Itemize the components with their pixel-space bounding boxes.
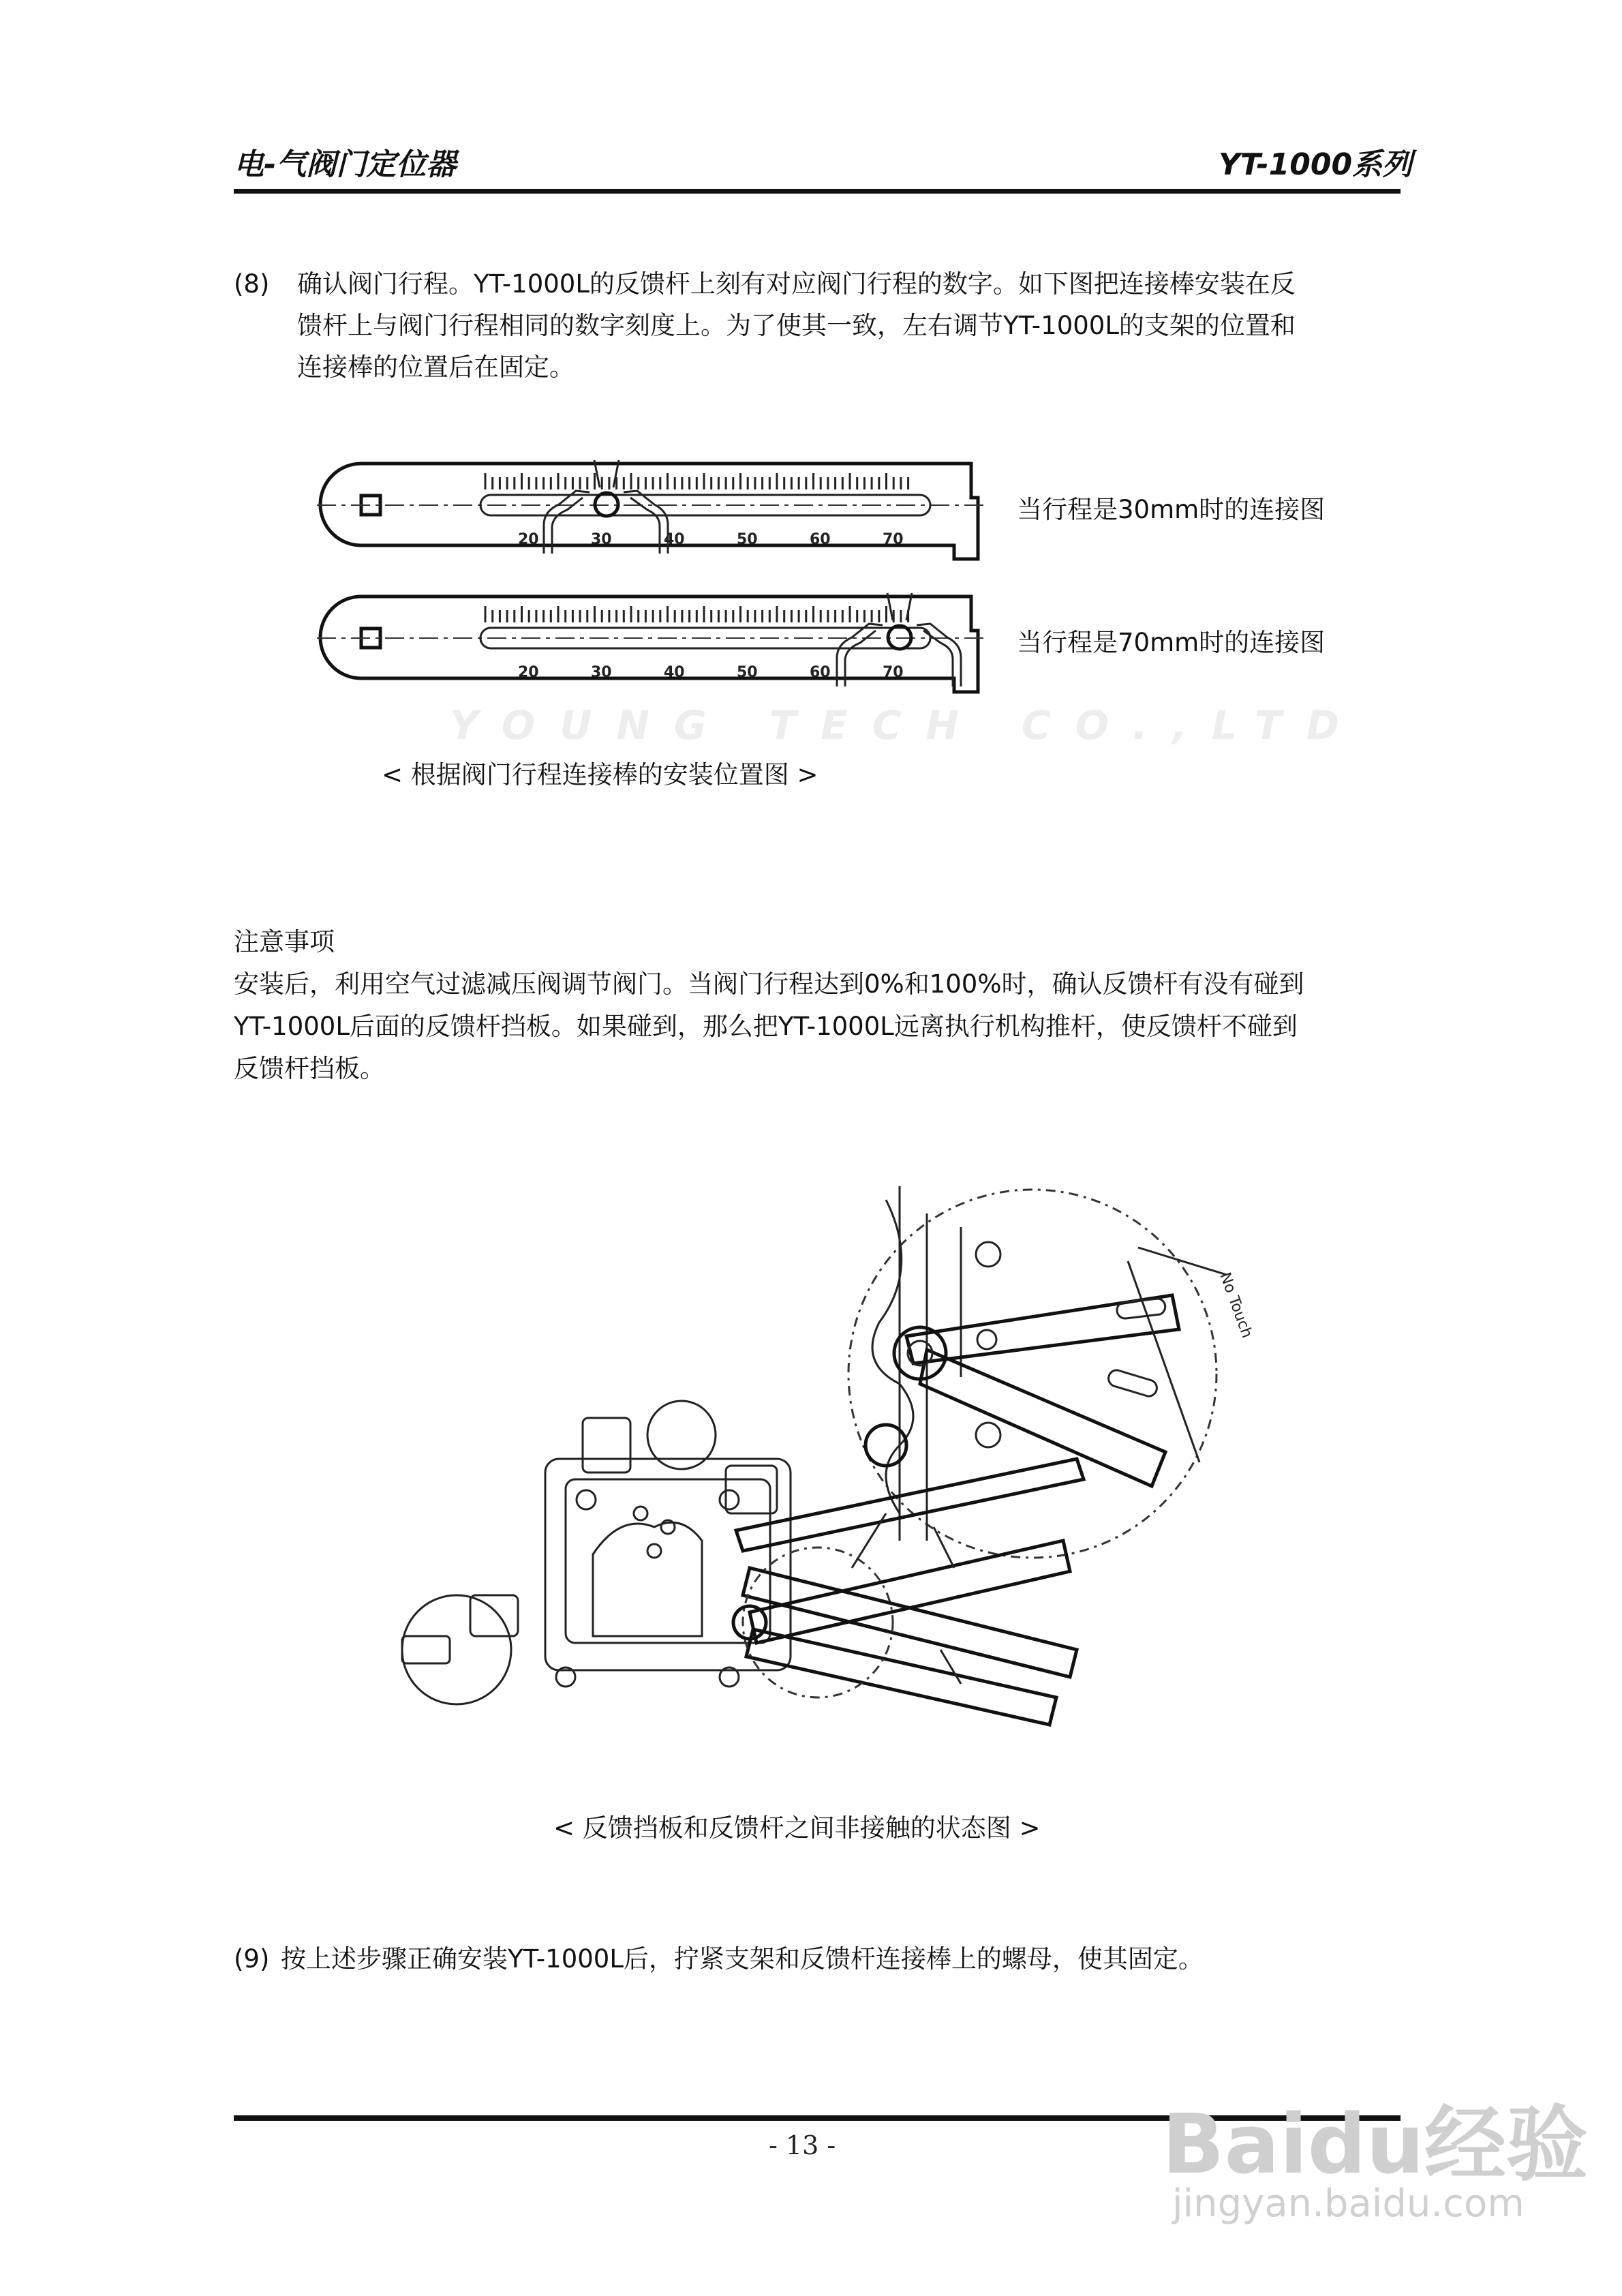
notice-line3: 反馈杆挡板。 <box>234 1054 385 1083</box>
header-rule <box>234 189 1401 194</box>
tick-label-60: 60 <box>810 531 831 548</box>
step8-line2: 馈杆上与阀门行程相同的数字刻度上。为了使其一致，左右调节YT-1000L的支架的位置和 <box>297 311 1296 340</box>
positioner-device-figure <box>382 1159 1336 1772</box>
tick-label-40: 40 <box>664 531 685 548</box>
tick-label-70: 70 <box>883 664 904 681</box>
detail-inset <box>848 1186 1227 1558</box>
doc-title-header: 电-气阀门定位器 <box>234 147 457 182</box>
tick-label-50: 50 <box>737 664 758 681</box>
series-header: YT-1000系列 <box>1219 147 1413 182</box>
scale-ticks-70 <box>485 606 908 622</box>
step8-line3: 连接棒的位置后在固定。 <box>297 352 575 382</box>
step8-line1: 确认阀门行程。YT-1000L的反馈杆上刻有对应阀门行程的数字。如下图把连接棒安装在反 <box>297 269 1296 299</box>
scale-figure-caption: < 根据阀门行程连接棒的安装位置图 > <box>382 760 818 789</box>
no-touch-label: No Touch <box>1216 1270 1256 1341</box>
tick-label-60: 60 <box>810 664 831 681</box>
positioner-body <box>402 1401 791 1704</box>
tick-label-40: 40 <box>664 664 685 681</box>
tick-label-20: 20 <box>518 664 539 681</box>
baidu-url-watermark: jingyan.baidu.com <box>1172 2181 1525 2226</box>
step9-number: (9) <box>234 1944 270 1974</box>
label-70mm: 当行程是70mm时的连接图 <box>1017 628 1326 657</box>
notice-title: 注意事项 <box>234 927 335 956</box>
label-30mm: 当行程是30mm时的连接图 <box>1017 495 1326 524</box>
tick-label-20: 20 <box>518 531 539 548</box>
notice-line2: YT-1000L后面的反馈杆挡板。如果碰到，那么把YT-1000L远离执行机构推杆，使反馈杆不碰到 <box>234 1012 1298 1041</box>
tick-label-30: 30 <box>591 664 612 681</box>
baidu-brand-watermark: Baidu经验 <box>1162 2098 1588 2192</box>
step8-number: (8) <box>234 269 270 299</box>
tick-label-70: 70 <box>883 531 904 548</box>
tick-label-50: 50 <box>737 531 758 548</box>
feedback-arm <box>733 1459 1084 1725</box>
tick-label-30: 30 <box>591 531 612 548</box>
step9-text: 按上述步骤正确安装YT-1000L后，拧紧支架和反馈杆连接棒上的螺母，使其固定。 <box>281 1944 1204 1974</box>
company-watermark: YOUNG TECH CO.,LTD <box>450 702 1364 749</box>
device-figure-caption: < 反馈挡板和反馈杆之间非接触的状态图 > <box>553 1813 1041 1843</box>
page-number: - 13 - <box>769 2130 836 2160</box>
notice-line1: 安装后，利用空气过滤减压阀调节阀门。当阀门行程达到0%和100%时，确认反馈杆有没有碰到 <box>234 969 1304 999</box>
scale-ticks-30 <box>485 473 908 489</box>
